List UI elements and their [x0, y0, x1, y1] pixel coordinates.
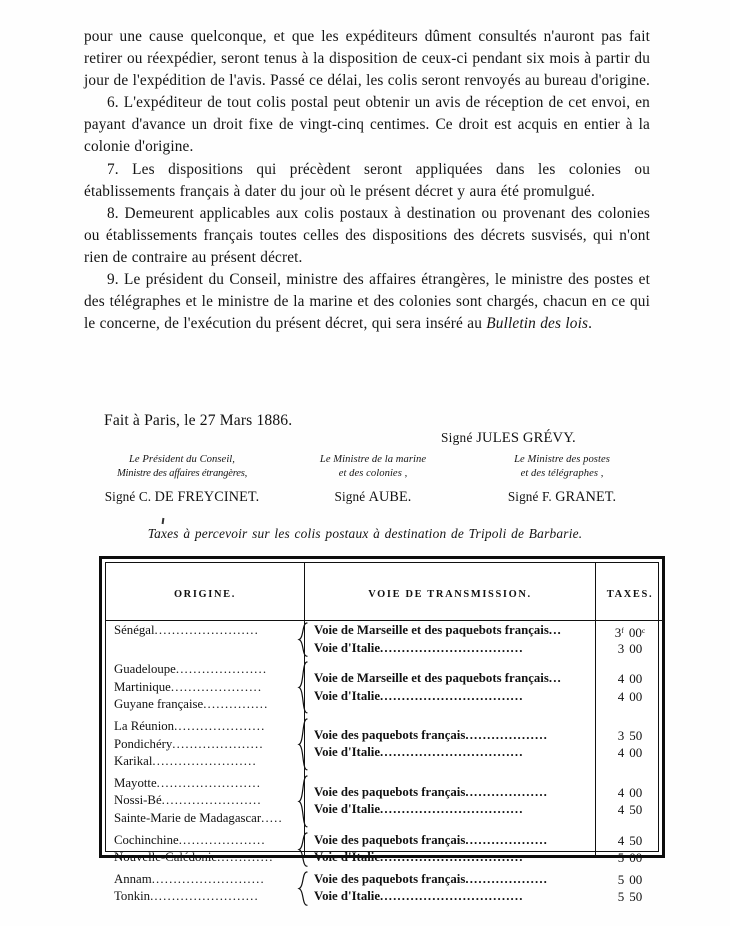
paragraph-article-9	[84, 269, 650, 335]
signe-prefix: Signé C.	[104, 489, 155, 505]
leader-dots: .................................	[380, 850, 524, 865]
group-brace	[296, 718, 310, 771]
cell-tax	[596, 784, 664, 802]
origin-name: Martinique	[114, 679, 171, 694]
leader-dots: ...	[548, 623, 562, 637]
signature-column-president	[84, 453, 280, 506]
table-header-row	[106, 563, 664, 621]
signatory-freycinet	[84, 489, 280, 506]
group-brace	[296, 661, 310, 714]
tax-francs: 5	[617, 871, 625, 887]
route-label: Voie des paquebots français	[314, 784, 466, 799]
leader-dots: .................................	[380, 640, 524, 655]
tax-centimes: 50	[629, 889, 643, 905]
table-row	[106, 622, 664, 640]
signature-column-marine	[280, 453, 466, 506]
tax-francs: 3	[614, 624, 622, 640]
leader-dots: .......................	[161, 793, 262, 808]
table-row	[106, 849, 664, 867]
tax-centimes: 50	[629, 802, 643, 818]
signe-prefix: Signé	[334, 489, 369, 505]
cell-route	[314, 832, 586, 850]
tax-centimes: 00	[628, 624, 642, 640]
paragraph-article-7: 7. Les dispositions qui précèdent seront appliquées dans les colonies ou établissements français à dater du jour où le présent décret y aura été promulgué.	[84, 160, 650, 200]
tariff-table	[99, 556, 665, 905]
cell-route	[314, 801, 586, 819]
role-line-2: Ministre des affaires étrangères,	[116, 467, 248, 479]
tax-centimes: 50	[629, 832, 643, 848]
table-caption: Taxes à percevoir sur les colis postaux à destination de Tripoli de Barbarie.	[147, 526, 583, 541]
role-line-2: et des colonies ,	[338, 467, 408, 479]
origin-name: Karikal	[114, 754, 153, 769]
table-row	[106, 727, 664, 745]
leader-dots: ........................	[154, 623, 259, 637]
route-label: Voie d'Italie	[314, 889, 381, 904]
cell-tax	[596, 688, 664, 706]
place-and-date: Fait à Paris, le 27 Mars 1886.	[104, 412, 293, 429]
origin-name: Sainte-Marie de Madagascar	[114, 811, 262, 825]
head-of-state-signature	[441, 430, 576, 447]
leader-dots: ..........................	[151, 871, 265, 886]
leader-dots: .................................	[380, 745, 524, 760]
tax-centimes: 00	[629, 640, 643, 656]
signature-column-postes	[466, 453, 658, 506]
cell-route	[314, 784, 586, 802]
leader-dots: ...	[548, 671, 562, 685]
signatory-name-grevy: JULES GRÉVY.	[476, 430, 576, 446]
role-line-1: Le Ministre des postes	[514, 454, 610, 465]
tax-centimes: 00	[629, 688, 643, 704]
leader-dots: ...................	[465, 727, 549, 742]
group-brace	[296, 775, 310, 828]
cell-tax	[596, 744, 664, 762]
route-label: Voie d'Italie	[314, 850, 381, 865]
tax-francs: 4	[617, 784, 625, 800]
leader-dots: ...................	[465, 832, 549, 847]
origin-name: Cochinchine	[114, 832, 179, 847]
origin-name: Mayotte	[114, 775, 157, 790]
tax-centimes-unit: c	[641, 626, 646, 635]
tax-francs: 4	[617, 802, 625, 818]
origin-name: La Réunion	[114, 719, 175, 733]
leader-dots: ...............	[203, 697, 269, 712]
tax-francs: 3	[617, 640, 625, 656]
signature-block	[84, 453, 658, 506]
tax-centimes: 00	[629, 745, 643, 761]
role-line-1: Le Président du Conseil,	[128, 454, 236, 465]
paragraph-continuation: pour une cause quelconque, et que les expéditeurs dûment consultés n'auront pas fait retirer ou réexpédier, seront tenus à la disposition de ceux-ci pendant six mois à partir du jour de l'expédition de l'avis. Passé ce délai, les colis seront renvoyés au bureau d'origine.	[84, 28, 650, 90]
signe-prefix: Signé F.	[507, 489, 556, 505]
tax-centimes: 00	[629, 784, 643, 800]
table-row	[106, 801, 664, 819]
leader-dots: .....	[261, 811, 283, 825]
table-row	[106, 871, 664, 889]
cell-tax	[596, 727, 664, 745]
cell-tax	[596, 670, 664, 688]
column-header-tax: TAXES.	[606, 589, 654, 600]
leader-dots: .................................	[380, 688, 524, 703]
origin-name: Nossi-Bé	[114, 793, 162, 808]
route-label: Voie d'Italie	[314, 688, 381, 703]
tax-francs: 4	[617, 688, 625, 704]
tax-centimes: 50	[629, 727, 643, 743]
tax-francs: 4	[617, 745, 625, 761]
table-row	[106, 640, 664, 658]
tax-francs: 4	[617, 832, 625, 848]
leader-dots: ...................	[465, 784, 549, 799]
tax-francs: 5	[617, 889, 625, 905]
signatory-name: GRANET.	[555, 489, 617, 506]
table-body	[106, 622, 664, 905]
scan-artifact-mark	[162, 518, 165, 524]
leader-dots: ........................	[152, 754, 257, 769]
table-grid	[106, 563, 664, 905]
group-brace	[296, 871, 310, 906]
table-row	[106, 888, 664, 906]
origin-name: Nouvelle-Calédonie	[114, 850, 218, 865]
origin-name: Guadeloupe	[114, 662, 176, 677]
cell-route	[314, 849, 586, 867]
cell-tax	[596, 871, 664, 889]
cell-route	[314, 727, 586, 745]
decree-body	[84, 26, 650, 335]
table-row	[106, 688, 664, 706]
cell-tax	[596, 801, 664, 819]
tax-centimes: 00	[629, 871, 643, 887]
tax-francs: 5	[617, 850, 625, 866]
tax-francs: 3	[617, 727, 625, 743]
leader-dots: .............	[217, 850, 274, 865]
table-row	[106, 832, 664, 850]
cell-tax	[596, 888, 664, 906]
tax-francs: 4	[617, 671, 625, 686]
group-brace	[296, 832, 310, 867]
route-label: Voie des paquebots français	[314, 832, 466, 847]
leader-dots: .........................	[150, 889, 259, 904]
leader-dots: ...................	[465, 871, 549, 886]
route-label: Voie de Marseille et des paquebots français	[314, 671, 549, 685]
signe-prefix: Signé	[441, 430, 477, 445]
table-row	[106, 744, 664, 762]
cell-tax	[596, 640, 664, 658]
origin-name: Guyane française	[114, 697, 204, 712]
route-label: Voie de Marseille et des paquebots français	[314, 623, 549, 637]
route-label: Voie des paquebots français	[314, 871, 466, 886]
signatory-granet	[466, 489, 658, 506]
cell-tax	[596, 832, 664, 850]
tax-francs-unit: f	[621, 626, 624, 635]
route-label: Voie d'Italie	[314, 640, 381, 655]
leader-dots: .....................	[174, 719, 266, 733]
signatory-name: AUBE.	[368, 489, 412, 506]
signatory-aube	[280, 489, 466, 506]
cell-route	[314, 688, 586, 706]
table-row	[106, 784, 664, 802]
origin-name: Pondichéry	[114, 736, 173, 751]
tax-centimes: 00	[629, 850, 643, 866]
cell-tax	[596, 849, 664, 867]
role-line-2: et des télégraphes ,	[520, 467, 604, 479]
cell-route	[314, 622, 586, 640]
leader-dots: .................................	[380, 889, 524, 904]
bulletin-des-lois-title: Bulletin des lois	[486, 315, 589, 333]
role-line-1: Le Ministre de la marine	[319, 454, 427, 465]
origin-name: Tonkin	[114, 889, 151, 904]
origin-name: Sénégal	[114, 623, 155, 637]
group-brace	[296, 622, 310, 657]
leader-dots: .....................	[170, 679, 263, 694]
route-label: Voie des paquebots français	[314, 727, 466, 742]
paragraph-article-8: 8. Demeurent applicables aux colis postaux à destination ou provenant des colonies ou établissements français toutes celles des dispositions des décrets susvisés, qui n'ont rien de contraire au présent décret.	[84, 204, 650, 266]
table-row	[106, 670, 664, 688]
cell-route	[314, 744, 586, 762]
signatory-name: DE FREYCINET.	[154, 489, 260, 506]
cell-route	[314, 888, 586, 906]
leader-dots: .....................	[172, 736, 264, 751]
cell-tax	[596, 622, 664, 641]
leader-dots: ....................	[178, 832, 266, 847]
column-header-route: VOIE DE TRANSMISSION.	[368, 589, 532, 600]
cell-route	[314, 871, 586, 889]
article-9-text-before: 9. Le président du Conseil, ministre des affaires étrangères, le ministre des postes et des télégraphes et le ministre de la marine et des colonies sont chargés, chacun en ce qui le concerne, de l'exécution du présent décret, qui sera inséré au	[84, 271, 650, 333]
cell-route	[314, 670, 586, 688]
column-header-origin: ORIGINE.	[173, 589, 237, 600]
route-label: Voie d'Italie	[314, 802, 381, 817]
paragraph-article-6: 6. L'expéditeur de tout colis postal peut obtenir un avis de réception de cet envoi, en payant d'avance un droit fixe de vingt-cinq centimes. Ce droit est acquis en entier à la colonie d'origine.	[84, 94, 650, 156]
leader-dots: ........................	[156, 775, 262, 790]
cell-route	[314, 640, 586, 658]
tax-centimes: 00	[629, 671, 643, 686]
article-9-text-after: .	[588, 315, 593, 333]
route-label: Voie d'Italie	[314, 745, 381, 760]
origin-name: Annam	[114, 871, 152, 886]
leader-dots: .................................	[380, 802, 524, 817]
leader-dots: .....................	[175, 662, 268, 677]
